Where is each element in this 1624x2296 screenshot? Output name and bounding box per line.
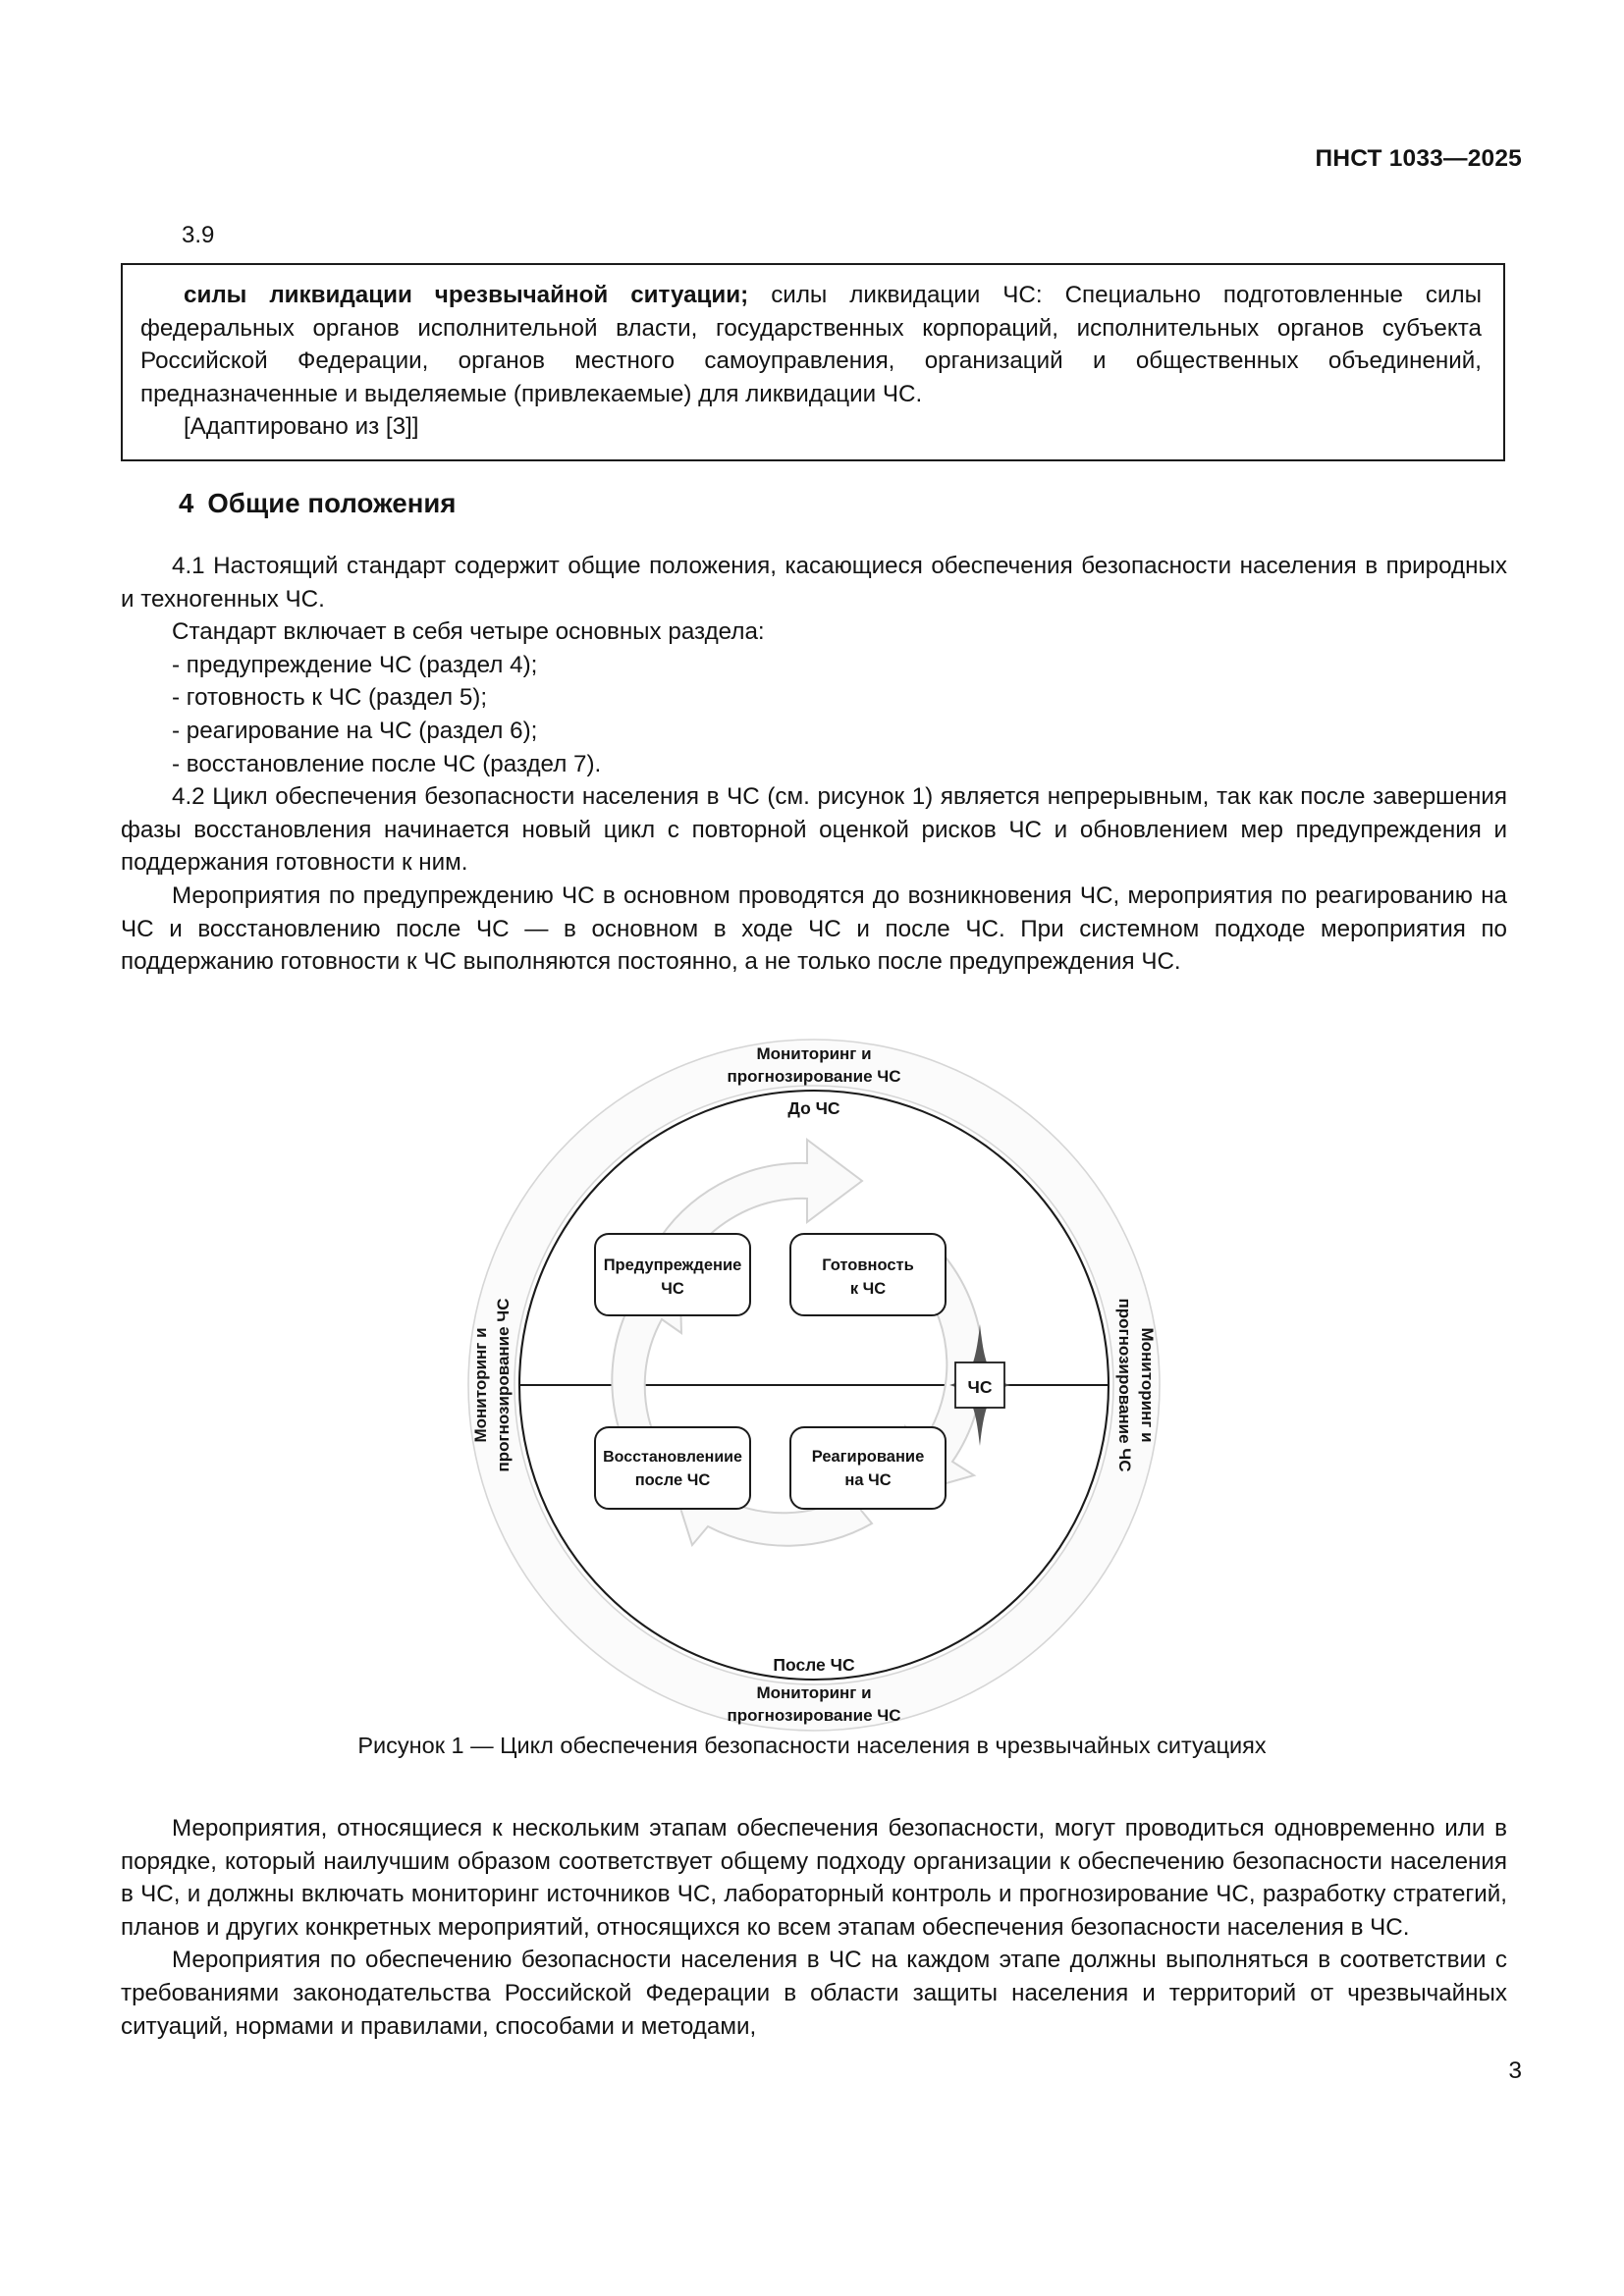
paragraph-legal-requirements: Мероприятия по обеспечению безопасности населения в ЧС на каждом этапе должны выполняться в соответствии с требованиями законодательства Российской Федерации в области защиты населения и территорий от чрезвычайных ситуаций, нормами и правилами, способами и методами, [121, 1947, 1507, 2040]
phase-box-response-line1: Реагирование [811, 1448, 925, 1466]
paragraph-4-1-intro: Стандарт включает в себя четыре основных раздела: [172, 618, 765, 646]
ring-label-bottom-line2: прогнозирование ЧС [727, 1706, 901, 1725]
list-item-readiness: - готовность к ЧС (раздел 5); [172, 684, 488, 712]
definition-paragraph [140, 279, 1482, 410]
phase-box-prevention-line1: Предупреждение [603, 1256, 742, 1274]
phase-box-prevention-line2: ЧС [661, 1280, 684, 1298]
paragraph-4-1: 4.1 Настоящий стандарт содержит общие положения, касающиеся обеспечения безопасности населения в природных и техногенных ЧС. [121, 553, 1507, 613]
list-item-recovery: - восстановление после ЧС (раздел 7). [172, 750, 602, 777]
body-text-after-figure [121, 1812, 1507, 2043]
body-text-before-figure [121, 550, 1507, 979]
definition-source-note: [Адаптировано из [3]] [184, 413, 419, 440]
paragraph-4-2: 4.2 Цикл обеспечения безопасности населения в ЧС (см. рисунок 1) является непрерывным, так как после завершения фазы восстановления начинается новый цикл с повторной оценкой рисков ЧС и обновлением мер предупреждения и поддержания готовности к ним. [121, 783, 1507, 877]
ring-label-right-line1: Мониторинг и [1138, 1327, 1157, 1443]
phase-label-after: После ЧС [773, 1655, 855, 1675]
section-heading [179, 488, 457, 519]
clause-number: 3.9 [182, 222, 215, 248]
cycle-diagram [461, 1033, 1166, 1737]
defined-term: силы ликвидации чрезвычайной ситуации; [184, 282, 749, 308]
figure-caption: Рисунок 1 — Цикл обеспечения безопасности населения в чрезвычайных ситуациях [357, 1733, 1267, 1758]
phase-box-recovery-line1: Восстановлениие [603, 1449, 742, 1466]
list-item-prevention: - предупреждение ЧС (раздел 4); [172, 651, 538, 678]
definition-body: силы ликвидации ЧС: Специально подготовленные силы федеральных органов исполнительной власти, государственных корпораций, исполнительных органов субъекта Российской Федерации, органов местного самоуправления, организаций и общественных объединений, предназначенные и выделяемые (привлекаемые) для ликвидации ЧС. [140, 282, 1482, 407]
ring-label-top-line2: прогнозирование ЧС [727, 1067, 901, 1086]
paragraph-multi-stage: Мероприятия, относящиеся к нескольким этапам обеспечения безопасности, могут проводиться одновременно или в порядке, который наилучшим образом соответствует общему подходу организации к обеспечению безопасности населения в ЧС, и должны включать мониторинг источников ЧС, лабораторный контроль и прогнозирование ЧС, разработку стратегий, планов и других конкретных мероприятий, относящихся ко всем этапам обеспечения безопасности населения в ЧС. [121, 1815, 1507, 1941]
emergency-marker-label: ЧС [967, 1377, 993, 1397]
phase-box-response [790, 1427, 946, 1509]
phase-box-response-line2: на ЧС [844, 1471, 892, 1489]
definition-box [121, 263, 1505, 461]
list-item-response: - реагирование на ЧС (раздел 6); [172, 717, 538, 744]
cycle-diagram-svg [461, 1033, 1166, 1737]
ring-label-bottom-line1: Мониторинг и [756, 1683, 872, 1702]
phase-box-readiness-line2: к ЧС [849, 1280, 887, 1298]
ring-label-left-line2: прогнозирование ЧС [494, 1298, 513, 1472]
phase-box-readiness-line1: Готовность [822, 1256, 914, 1274]
section-number: 4 [179, 488, 194, 518]
phase-label-before: До ЧС [787, 1098, 840, 1118]
phase-box-recovery-line2: после ЧС [634, 1471, 711, 1489]
figure-1 [0, 1033, 1624, 1749]
page-number: 3 [1508, 2057, 1522, 2084]
running-header-standard-id: ПНСТ 1033—2025 [1315, 145, 1522, 172]
phase-box-readiness [790, 1234, 946, 1315]
ring-label-right-line2: прогнозирование ЧС [1115, 1298, 1134, 1472]
paragraph-4-2-continued: Мероприятия по предупреждению ЧС в основном проводятся до возникновения ЧС, мероприятия по реагированию на ЧС и восстановлению после ЧС — в основном в ходе ЧС и после ЧС. При системном подходе мероприятия по поддержанию готовности к ЧС выполняются постоянно, а не только после предупреждения ЧС. [121, 881, 1507, 976]
section-title: Общие положения [207, 488, 457, 518]
phase-box-recovery [595, 1427, 750, 1509]
ring-label-left-line1: Мониторинг и [471, 1327, 490, 1443]
phase-box-prevention [595, 1234, 750, 1315]
ring-label-top-line1: Мониторинг и [756, 1044, 872, 1063]
